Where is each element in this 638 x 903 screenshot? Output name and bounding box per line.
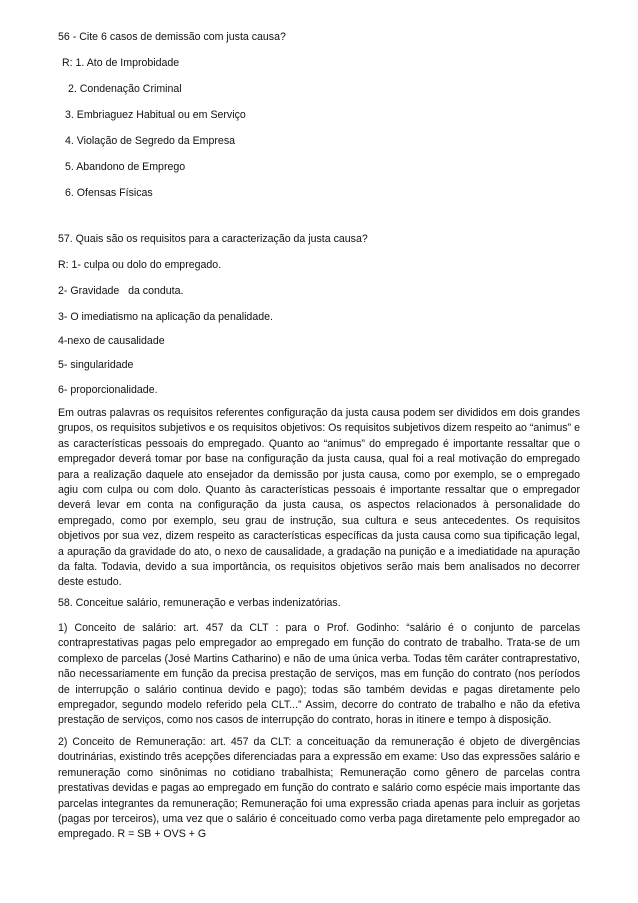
q56-item: 4. Violação de Segredo da Empresa <box>65 135 236 147</box>
q56-item: 6. Ofensas Físicas <box>65 187 153 199</box>
q57-item: 6- proporcionalidade. <box>58 384 158 396</box>
q56-item: 5. Abandono de Emprego <box>65 161 186 173</box>
q56-item: 3. Embriaguez Habitual ou em Serviço <box>65 109 246 121</box>
q58-paragraph-salario: 1) Conceito de salário: art. 457 da CLT : para o Prof. Godinho: “salário é o conjunto de parcelas contraprestativas pagas pelo empregador ao empregado em função do contrato de trabalho. Trata-se de um complexo de parcelas (José Martins Catharino) e não de uma única verba. Todas têm caráter contraprestativo, não necessariamente em função da precisa prestação de serviços, mas em função do contrato (nos períodos de interrupção o salário continua devido e pago); todas são também devidas e pagas diretamente pelo empregador, segundo modelo referido pela CLT...” Assim, decorre do contrato de trabalho e não da efetiva prestação de serviços, como nos casos de interrupção do contrato, horas in itinere e tempo à disposição. <box>58 622 580 727</box>
q56-item: 2. Condenação Criminal <box>68 83 182 95</box>
q57-item: R: 1- culpa ou dolo do empregado. <box>58 259 222 271</box>
q57-question: 57. Quais são os requisitos para a caracterização da justa causa? <box>58 233 368 245</box>
q57-item: 3- O imediatismo na aplicação da penalidade. <box>58 311 273 323</box>
q57-item: 4-nexo de causalidade <box>58 335 165 347</box>
q57-paragraph: Em outras palavras os requisitos referentes configuração da justa causa podem ser divididos em dois grandes grupos, os requisitos subjetivos e os requisitos objetivos: Os requisitos subjetivos dizem respeito ao “animus” e as características pessoais do empregado. Quanto ao “animus” do empregado é importante ressaltar que o empregador deverá tomar por base na configuração da justa causa, qual foi a real motivação do empregado para a realização daquele ato ensejador da demissão por justa causa, como por exemplo, se o empregado agiu com culpa ou com dolo. Quanto às características pessoais é importante ressaltar que o empregador deverá levar em conta na configuração da justa causa, os aspectos relacionados à personalidade do empregado, como por exemplo, seu grau de instrução, sua cultura e seus antecedentes. Os requisitos objetivos por sua vez, dizem respeito as características específicas da justa causa como sua tipificação legal, a apuração da gravidade do ato, o nexo de causalidade, a gradação na punição e a imediatidade na apuração da falta. Todavia, devido a sua importância, os requisitos objetivos serão mais bem analisados no decorrer deste estudo. <box>58 407 580 589</box>
q56-answer-intro: R: 1. Ato de Improbidade <box>62 57 180 69</box>
q57-item: 2- Gravidade da conduta. <box>58 285 184 297</box>
q58-question: 58. Conceitue salário, remuneração e verbas indenizatórias. <box>58 597 341 609</box>
q58-paragraph-remuneracao: 2) Conceito de Remuneração: art. 457 da CLT: a conceituação da remuneração é objeto de divergências doutrinárias, existindo três acepções diferenciadas para a expressão em exame: Uso das expressões salário e remuneração como sinônimas no cotidiano trabalhista; Remuneração como gênero de parcelas contra prestativas devidas e pagas ao empregado em função do contrato e salário como espécie mais importante das parcelas integrantes da remuneração; Remuneração foi uma expressão criada apenas para incluir as gorjetas (pagas por terceiros), uma vez que o salário é conceituado como verba paga diretamente pelo empregador ao empregado. R = SB + OVS + G <box>58 736 580 841</box>
q57-item: 5- singularidade <box>58 359 134 371</box>
q56-question: 56 - Cite 6 casos de demissão com justa causa? <box>58 31 286 43</box>
